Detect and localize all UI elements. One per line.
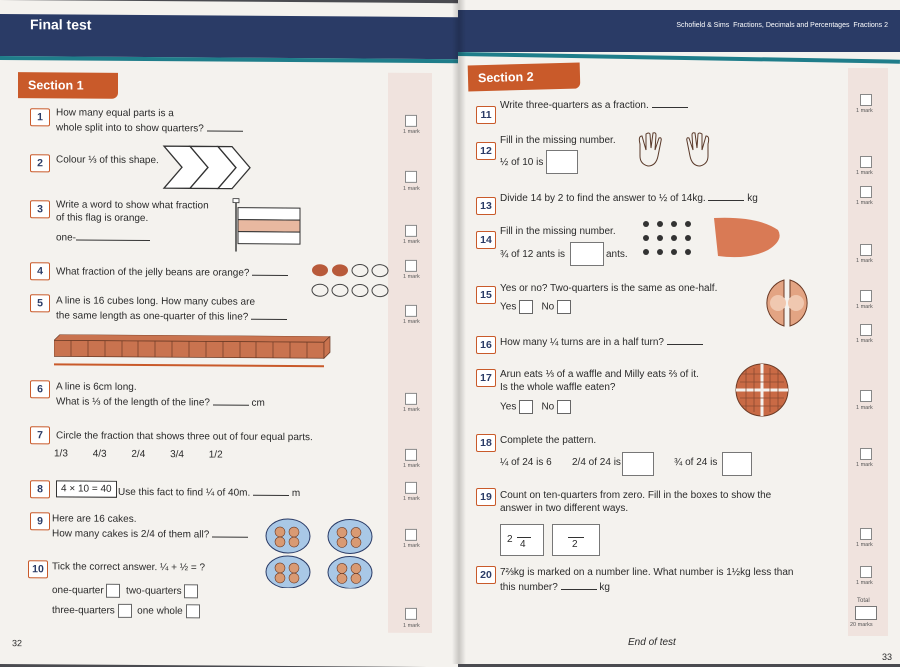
q10-mark-label: 1 mark [403,622,420,629]
series-name: Schofield & Sims [676,22,730,29]
book-level: Fractions 2 [853,22,888,29]
q12-text: Fill in the missing number. [500,135,616,146]
q16-text [500,334,703,349]
q14-number: 14 [476,231,496,249]
q19-mark-box[interactable] [860,528,872,540]
q3-text [56,198,209,225]
q14-sum [500,248,565,261]
q4-mark-label: 1 mark [403,273,420,280]
page-number-left: 32 [12,638,23,649]
q8-number: 8 [30,480,50,498]
q1-line1: How many equal parts is a [56,107,174,120]
q16-mark-label: 1 mark [856,338,873,344]
q17-no-checkbox[interactable] [557,400,571,414]
q20-answer-blank[interactable] [561,579,597,590]
q20-number: 20 [476,566,496,584]
q14-question: ¾ of 12 ants is [500,249,566,260]
q9-mark-box[interactable] [405,529,417,541]
q13-text [500,190,758,205]
q7-option[interactable]: 4/3 [92,448,107,460]
q18-answer-box-2[interactable] [722,452,752,476]
q12-sum [500,156,543,169]
q6-text [56,380,265,409]
q6-answer-blank[interactable] [213,394,249,405]
q20-mark-box[interactable] [860,566,872,578]
q10-option-1: one-quarter [52,585,104,597]
q10-checkbox-1[interactable] [106,584,120,598]
q1-number: 1 [30,108,50,126]
q19-box1-whole: 2 [507,534,513,545]
q4-number: 4 [30,262,50,280]
q19-box2-denominator: 2 [572,539,578,550]
q7-mark-label: 1 mark [403,462,420,469]
q3-answer-blank[interactable] [76,230,150,242]
q11-mark-box[interactable] [860,94,872,106]
q3-mark-box[interactable] [405,225,417,237]
q15-no-checkbox[interactable] [557,300,571,314]
q8-text [118,484,300,500]
q12-question: ½ of 10 is [500,157,544,168]
q19-number: 19 [476,488,496,506]
q10-option-3: three-quarters [52,605,115,617]
q10-checkbox-4[interactable] [186,604,200,618]
q8-mark-box[interactable] [405,482,417,494]
book-title: Fractions, Decimals and Percentages [733,22,850,29]
q15-yes-label: Yes [500,301,517,313]
jelly-beans-image [310,260,392,303]
q1-line2: whole split into to show quarters? [56,122,204,135]
q8-fact-box: 4 × 10 = 40 [56,480,117,497]
q18-part3: ¾ of 24 is [674,457,718,468]
q18-mark-box[interactable] [860,448,872,460]
q17-number: 17 [476,369,496,387]
q19-mark-label: 1 mark [856,542,873,548]
q18-number: 18 [476,434,496,452]
q17-mark-label: 1 mark [856,405,873,411]
q16-number: 16 [476,336,496,354]
q16-question: How many ¼ turns are in a half turn? [500,337,664,348]
q7-option[interactable]: 1/2 [208,449,223,461]
q10-row2 [52,603,200,618]
q3-mark-label: 1 mark [403,238,420,245]
q17-no-label: No [541,401,555,413]
q12-mark-label: 1 mark [856,170,873,176]
q19-box1-denominator: 4 [520,539,526,550]
q5-text [56,294,287,324]
q12-number: 12 [476,142,496,160]
section-2-heading: Section 2 [468,63,581,92]
q11-text [500,97,688,112]
q15-text: Yes or no? Two-quarters is the same as one-half. [500,283,718,294]
q3-line1: Write a word to show what fraction [56,199,209,212]
q4-mark-box[interactable] [405,260,417,272]
marks-column-right [848,68,888,636]
teal-rule-right [458,52,900,64]
cube-line-image [54,334,332,370]
q5-mark-box[interactable] [405,305,417,317]
q12-answer-box[interactable] [546,150,578,174]
q13-answer-blank[interactable] [708,190,744,201]
q19-text [500,489,771,515]
q5-answer-blank[interactable] [251,309,287,320]
q17-mark-box[interactable] [860,390,872,402]
q14-mark-box[interactable] [860,244,872,256]
q6-mark-label: 1 mark [403,406,420,413]
q7-option[interactable]: 3/4 [170,449,184,461]
q14-mark-label: 1 mark [856,258,873,264]
q18-part1: ¼ of 24 is 6 [500,457,552,468]
fruit-halves-image [754,276,822,330]
q12-mark-box[interactable] [860,156,872,168]
q11-question: Write three-quarters as a fraction. [500,100,649,111]
q15-mark-box[interactable] [860,290,872,302]
q2-text: Colour ⅓ of this shape. [56,154,159,167]
q20-mark-label: 1 mark [856,580,873,586]
q18-answer-box-1[interactable] [622,452,654,476]
q14-answer-box[interactable] [570,242,604,266]
total-marks-label: 20 marks [850,622,873,628]
end-of-test: End of test [628,637,676,648]
q6-line2: What is ⅓ of the length of the line? [56,396,210,409]
q13-number: 13 [476,197,496,215]
q3-line2: of this flag is orange. [56,212,149,225]
q16-answer-blank[interactable] [667,334,703,345]
q9-text [52,512,248,541]
q18-mark-label: 1 mark [856,462,873,468]
q15-no-label: No [541,301,555,313]
q20-unit: kg [599,582,610,593]
q13-mark-label: 1 mark [856,200,873,206]
flag-image [232,198,304,253]
q13-unit: kg [747,193,758,204]
q7-options [54,447,223,461]
q11-number: 11 [476,106,496,124]
q6-line1: A line is 6cm long. [56,381,137,393]
q11-answer-blank[interactable] [652,97,688,108]
q7-option[interactable]: 2/4 [131,448,146,461]
q10-row1 [52,583,198,598]
q2-mark-label: 1 mark [403,185,420,192]
q11-mark-label: 1 mark [856,108,873,114]
q10-option-2: two-quarters [126,585,182,597]
q15-yes-checkbox[interactable] [519,300,533,314]
total-box[interactable] [855,606,877,620]
running-header [676,22,888,29]
q10-checkbox-2[interactable] [184,584,198,598]
q6-mark-box[interactable] [405,393,417,405]
q7-number: 7 [30,426,50,444]
q3-answer [56,229,150,245]
q10-checkbox-3[interactable] [118,604,132,618]
ants-image [638,214,784,264]
page-title: Final test [30,16,92,33]
q8-mark-label: 1 mark [403,495,420,502]
q3-number: 3 [30,200,50,218]
q17-line1: Arun eats ⅓ of a waffle and Milly eats ⅔ of it. [500,369,699,380]
q19-answer-box-2[interactable] [552,524,600,556]
q5-line1: A line is 16 cubes long. How many cubes are [56,295,255,308]
q20-text [500,566,793,594]
q8-question: Use this fact to find ¼ of 40m. [118,486,251,499]
q10-text: Tick the correct answer. ¼ + ½ = ? [52,561,206,574]
q3-prefix: one- [56,232,77,244]
q9-number: 9 [30,512,50,530]
q4-question: What fraction of the jelly beans are orange? [56,266,250,279]
q6-unit: cm [251,397,265,409]
hands-image [634,130,714,170]
page-number-right: 33 [882,652,893,662]
q17-yes-label: Yes [500,401,517,413]
q19-line1: Count on ten-quarters from zero. Fill in the boxes to show the [500,490,772,501]
header-band-right [458,10,900,52]
q9-line2: How many cakes is 2/4 of them all? [52,528,210,541]
total-label: Total [857,598,870,604]
q17-yes-checkbox[interactable] [519,400,533,414]
q15-mark-label: 1 mark [856,304,873,310]
q17-options [500,400,571,414]
q1-mark-box[interactable] [405,115,417,127]
q17-line2: Is the whole waffle eaten? [500,382,616,393]
waffle-image [734,362,790,418]
q9-line1: Here are 16 cakes. [52,513,137,525]
book-gutter [452,0,466,664]
q8-unit: m [291,488,301,500]
q4-text [56,263,288,280]
q5-line2: the same length as one-quarter of this line? [56,310,249,323]
q1-text [56,106,243,135]
q20-line1: 7⅔kg is marked on a number line. What number is 1½kg less than [500,567,794,578]
q17-text [500,368,699,394]
q6-number: 6 [30,380,50,398]
q7-text: Circle the fraction that shows three out of four equal parts. [56,430,313,444]
q14-text: Fill in the missing number. [500,226,616,237]
q16-mark-box[interactable] [860,324,872,336]
chevron-shape-image[interactable] [160,144,252,191]
q18-text: Complete the pattern. [500,435,597,446]
q15-options [500,300,571,314]
q13-mark-box[interactable] [860,186,872,198]
q5-number: 5 [30,294,50,312]
q1-answer-blank[interactable] [207,120,243,131]
q2-mark-box[interactable] [405,171,417,183]
q19-answer-box-1[interactable] [500,524,544,556]
q9-answer-blank[interactable] [212,526,248,537]
section-1-heading: Section 1 [18,72,118,99]
q2-number: 2 [30,154,50,172]
cakes-image [264,516,384,589]
q5-mark-label: 1 mark [403,318,420,325]
q7-mark-box[interactable] [405,449,417,461]
q8-answer-blank[interactable] [253,485,289,496]
q20-line2: this number? [500,582,558,593]
q18-part2: 2/4 of 24 is [572,457,621,468]
q4-answer-blank[interactable] [252,265,288,276]
q13-question: Divide 14 by 2 to find the answer to ½ of 14kg. [500,193,706,204]
marks-column [388,73,432,633]
q9-mark-label: 1 mark [403,542,420,549]
q19-line2: answer in two different ways. [500,503,629,514]
q10-option-4: one whole [137,605,183,617]
q10-mark-box[interactable] [405,608,417,620]
q14-suffix: ants. [606,249,628,260]
q15-number: 15 [476,286,496,304]
q1-mark-label: 1 mark [403,128,420,135]
q10-number: 10 [28,560,48,578]
q7-option[interactable]: 1/3 [54,448,68,460]
right-page [458,0,900,664]
